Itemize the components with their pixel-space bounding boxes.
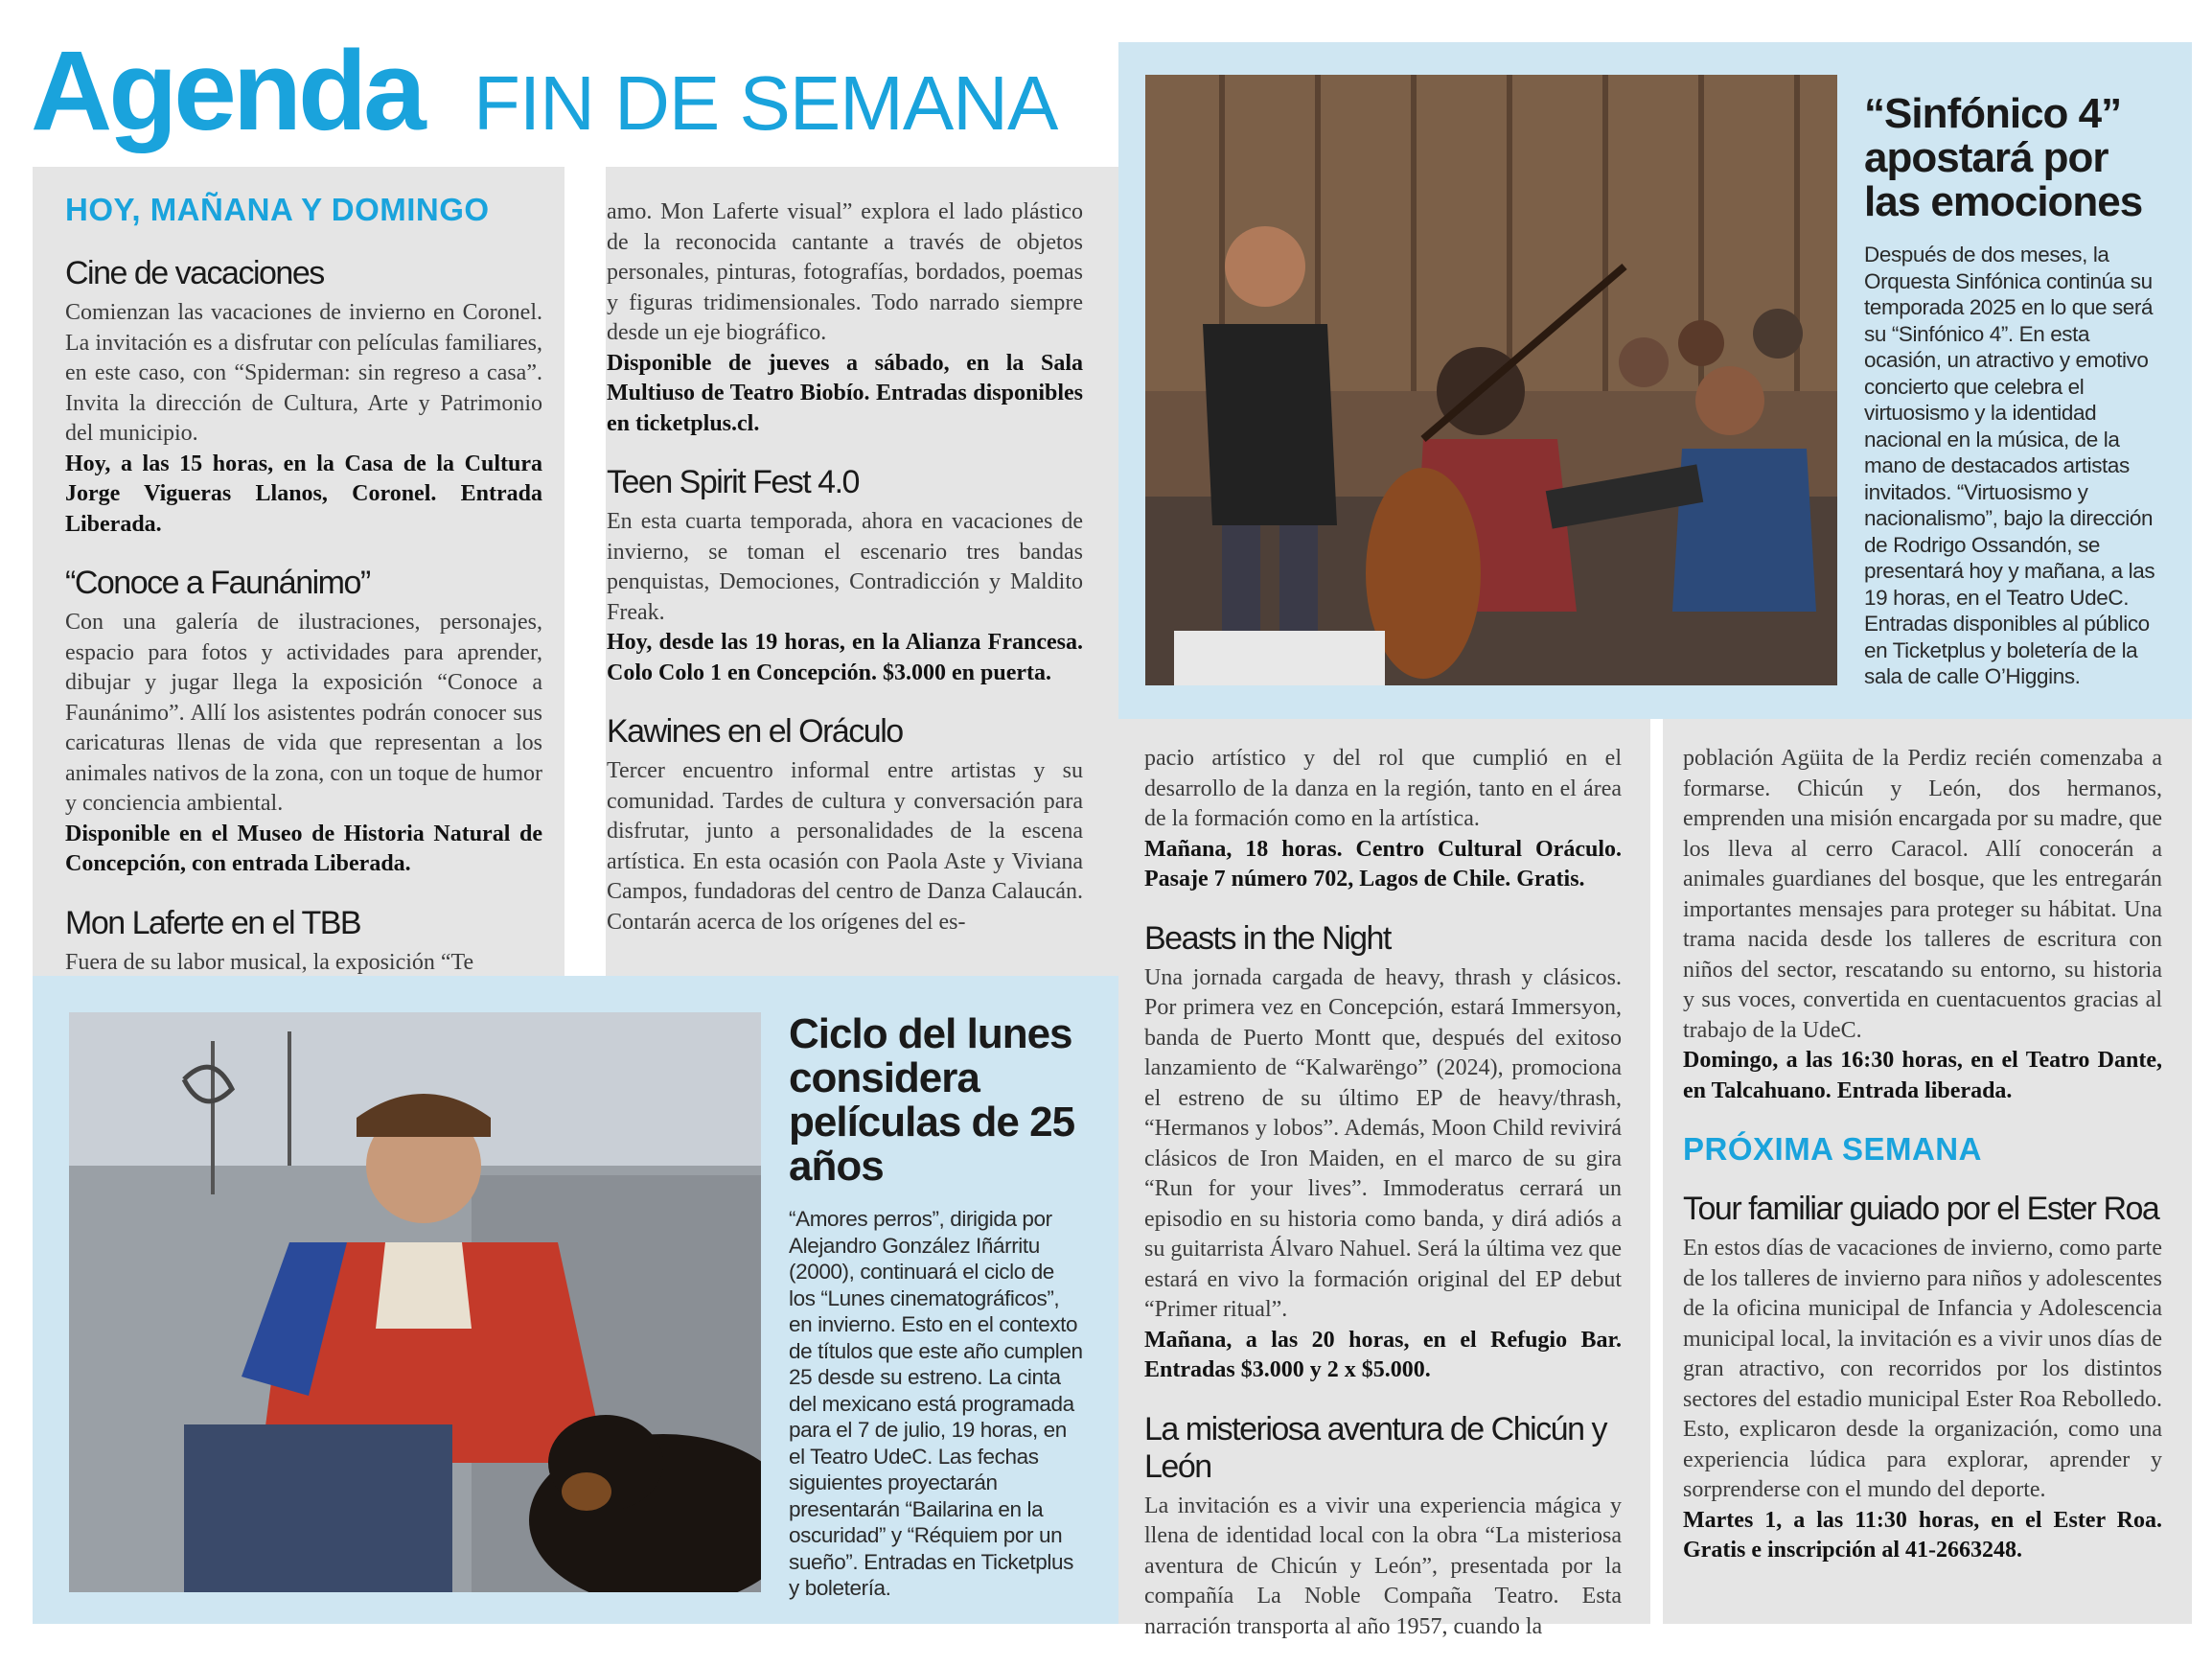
page-header	[31, 29, 1104, 163]
event-info: Mañana, a las 20 horas, en el Refugio Bar. Entradas $3.000 y 2 x $5.000.	[1144, 1327, 1622, 1382]
event-chicun-leon-cont	[1683, 744, 2162, 1106]
event-title: Tour familiar guiado por el Ester Roa	[1683, 1191, 2159, 1227]
event-info: Mañana, 18 horas. Centro Cultural Oráculo. Pasaje 7 número 702, Lagos de Chile. Gratis.	[1144, 836, 1622, 891]
event-info: Disponible en el Museo de Historia Natural de Concepción, con entrada Liberada.	[65, 821, 542, 876]
event-body: amo. Mon Laferte visual” explora el lado plástico de la reconocida cantante a través de objetos personales, pinturas, fotografías, bordados, poemas y figuras tridimensionales. Todo narrado siempre desde un eje biográfico.	[607, 199, 1083, 345]
feature-ciclo-body: “Amores perros”, dirigida por Alejandro González Iñárritu (2000), continuará el ciclo de los “Lunes cinematográficos”, en invierno. Esto en el contexto de títulos que este año cumplen 25 desde su estreno. La cinta del mexicano está programada para el 7 de julio, 19 horas, en el Teatro UdeC. Las fechas siguientes proyectarán presentarán “Bailarina en la oscuridad” y “Réquiem por un sueño”. Entradas en Ticketplus y boletería.	[789, 1207, 1083, 1600]
event-info: Martes 1, a las 11:30 horas, en el Ester Roa. Gratis e inscripción al 41-2663248.	[1683, 1507, 2162, 1563]
event-title: Mon Laferte en el TBB	[65, 904, 361, 941]
column-4-content	[1683, 744, 2162, 1591]
event-title: La misteriosa aventura de Chicún y León	[1144, 1410, 1606, 1485]
section-heading-next-week: PRÓXIMA SEMANA	[1683, 1131, 1982, 1167]
amores-perros-photo	[69, 1012, 761, 1592]
event-body: La invitación es a vivir una experiencia mágica y llena de identidad local con la obra “La misteriosa aventura de Chicún y León”, presentada por la compañía La Noble Compaña Teatro. Esta narración transporta al año 1957, cuando la	[1144, 1493, 1622, 1639]
orchestra-illustration	[1145, 75, 1837, 685]
event-kawines-cont	[1144, 744, 1622, 895]
event-info: Disponible de jueves a sábado, en la Sala Multiuso de Teatro Biobío. Entradas disponibles en ticketplus.cl.	[607, 350, 1083, 436]
event-body: pacio artístico y del rol que cumplió en el desarrollo de la danza en la región, tanto en el área de la formación como en la artística.	[1144, 746, 1622, 831]
event-title: Teen Spirit Fest 4.0	[607, 464, 859, 500]
film-still-illustration	[69, 1012, 761, 1592]
event-cine-vacaciones	[65, 255, 542, 540]
event-info: Hoy, desde las 19 horas, en la Alianza Francesa. Colo Colo 1 en Concepción. $3.000 en puerta.	[607, 630, 1083, 685]
orchestra-photo	[1145, 75, 1837, 685]
event-body: En esta cuarta temporada, ahora en vacaciones de invierno, se toman el escenario tres bandas penquistas, Demociones, Contradicción y Maldito Freak.	[607, 509, 1083, 625]
column-3-content	[1144, 744, 1622, 1667]
event-beasts-night	[1144, 920, 1622, 1386]
feature-ciclo-text	[789, 1012, 1086, 1602]
section-heading-today: HOY, MAÑANA Y DOMINGO	[65, 192, 490, 227]
event-mon-laferte	[65, 905, 542, 979]
event-title: “Conoce a Faunánimo”	[65, 565, 370, 601]
event-body: Tercer encuentro informal entre artistas y su comunidad. Tardes de cultura y conversación para disfrutar, junto a personalidades de la escena artística. En esta ocasión con Paola Aste y Viviana Campos, fundadoras del centro de Danza Calaucán. Contarán acerca de los orígenes del es-	[607, 758, 1083, 935]
feature-sinfonico-body: Después de dos meses, la Orquesta Sinfónica continúa su temporada 2025 en lo que será su “Sinfónico 4”. En esta ocasión, un atractivo y emotivo concierto que celebra el virtuosismo y la identidad nacional en la música, de la mano de destacados artistas invitados. “Virtuosismo y nacionalismo”, bajo la dirección de Rodrigo Ossandón, se presentará hoy y mañana, a las 19 horas, en el Teatro UdeC. Entradas disponibles al público en Ticketplus y boletería de la sala de calle O’Higgins.	[1864, 243, 2155, 688]
event-mon-laferte-cont	[607, 197, 1083, 439]
feature-sinfonico-text	[1864, 92, 2165, 690]
event-body: Fuera de su labor musical, la exposición “Te	[65, 949, 474, 975]
header-title-light: FIN DE SEMANA	[473, 60, 1058, 146]
event-title: Kawines en el Oráculo	[607, 713, 903, 750]
event-title: Beasts in the Night	[1144, 919, 1391, 957]
event-body: Una jornada cargada de heavy, thrash y clásicos. Por primera vez en Concepción, estará Immersyon, banda de Puerto Montt que, después del exitoso lanzamiento de “Kalwarëngo” (2024), promociona el estreno de su último EP de heavy/thrash, “Hermanos y lobos”. Además, Moon Child revivirá clásicos de Iron Maiden, en el marco de su gira “Run for your lives”. Immoderatus cerrará un episodio en su historia como banda, y dirá adiós a su guitarrista Álvaro Nahuel. Será la última vez que estará en vivo la formación original del EP debut “Primer ritual”.	[1144, 964, 1622, 1322]
event-teen-spirit	[607, 464, 1083, 688]
column-2-content	[607, 197, 1083, 962]
event-body: población Agüita de la Perdiz recién comenzaba a formarse. Chicún y León, dos hermanos, emprenden una misión encargada por su madre, que los lleva al cerro Caracol. Allí conocerán a animales guardianes del bosque, que les entregarán importantes mensajes para proteger su hábitat. Una trama nacida desde los talleres de escritura con niños del sector, rescatando su entorno, su historia y sus voces, convertida en cuentacuentos gracias al trabajo de la UdeC.	[1683, 746, 2162, 1043]
event-body: Comienzan las vacaciones de invierno en Coronel. La invitación es a disfrutar con películas familiares, en este caso, con “Spiderman: sin regreso a casa”. Invita la dirección de Cultura, Arte y Patrimonio del municipio.	[65, 300, 542, 446]
event-kawines	[607, 713, 1083, 938]
event-body: En estos días de vacaciones de invierno, como parte de los talleres de invierno para niños y adolescentes de la oficina municipal de Infancia y Adolescencia municipal local, la invitación es a vivir unos días de gran atractivo, con recorridos por los distintos sectores del estadio municipal Ester Roa Rebolledo. Esto, explicaron desde la organización, como una experiencia lúdica para explorar, aprender y sorprenderse con el mundo del deporte.	[1683, 1236, 2162, 1502]
event-faunanimo	[65, 565, 542, 880]
event-title: Cine de vacaciones	[65, 255, 324, 291]
feature-sinfonico-title: “Sinfónico 4” apostará por las emociones	[1864, 90, 2143, 225]
event-info: Hoy, a las 15 horas, en la Casa de la Cultura Jorge Vigueras Llanos, Coronel. Entrada Liberada.	[65, 451, 542, 537]
event-body: Con una galería de ilustraciones, personajes, espacio para fotos y actividades para aprender, dibujar y jugar llega la exposición “Conoce a Faunánimo”. Allí los asistentes podrán conocer sus caricaturas llenas de vida que representan a los animales nativos de la zona, con un toque de humor y conciencia ambiental.	[65, 610, 542, 816]
event-info: Domingo, a las 16:30 horas, en el Teatro Dante, en Talcahuano. Entrada liberada.	[1683, 1048, 2162, 1103]
column-1-content	[65, 192, 542, 1003]
event-tour-ester-roa	[1683, 1191, 2162, 1566]
event-chicun-leon	[1144, 1411, 1622, 1643]
feature-ciclo-title: Ciclo del lunes considera películas de 25 años	[789, 1010, 1075, 1190]
header-title-bold: Agenda	[31, 28, 423, 154]
